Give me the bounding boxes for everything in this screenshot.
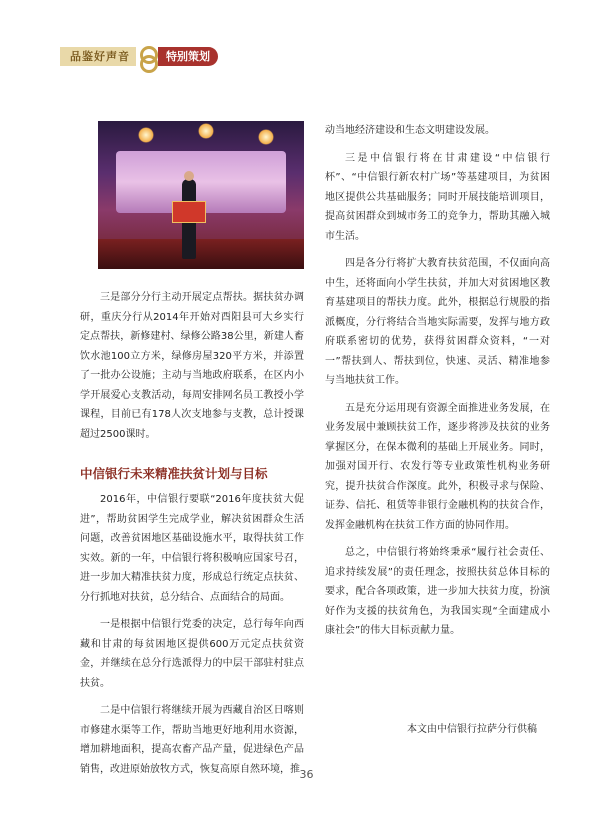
right-column: [325, 121, 550, 649]
paragraph: 五是充分运用现有资源全面推进业务发展，在业务发展中兼顾扶贫工作，逐步将涉及扶贫的业务掌握区分，在保本微利的基础上开展业务。同时，加强对国开行、农发行等专业政策性机构业务研究，提升扶贫合作深度。此外，积极寻求与保险、证券、信托、租赁等非银行金融机构的扶贫合作，发挥金融机构在扶贫工作方面的协同作用。: [325, 402, 550, 531]
source-credit: 本文由中信银行拉萨分行供稿: [407, 724, 537, 735]
section-header: [60, 43, 218, 70]
paragraph: 一是根据中信银行党委的决定，总行每年向西藏和甘肃的每贫困地区提供600万元定点扶贫资金，并继续在总分行选派得力的中层干部驻村驻点扶贫。: [80, 619, 304, 689]
left-column-bottom: [80, 490, 304, 787]
section-title: 中信银行未来精准扶贫计划与目标: [80, 466, 268, 481]
left-column-top: [80, 288, 304, 452]
column-label: 品鉴好声音: [60, 47, 136, 66]
paragraph: 三是部分分行主动开展定点帮扶。据扶贫办调研，重庆分行从2014年开始对酉阳县可大乡实行定点帮扶，新修建村、绿修公路38公里，新建人畜饮水池100立方米，绿修房屋320平方米，并添置了一批办公设施；主动与当地政府联系，在区内小学开展爱心支教活动，每周安排网名员工教授小学课程，目前已有178人次支地参与支教，总计授课超过2500课时。: [80, 292, 304, 440]
special-feature-label: 特别策划: [158, 47, 218, 66]
paragraph: 三是中信银行将在甘肃建设“中信银行杯”、“中信银行新农村广场”等基建项目，为贫困地区提供公共基础服务；同时开展技能培训项目，提高贫困群众到城市务工的竞争力，帮助其融入城市生活。: [325, 152, 550, 242]
event-photo: [98, 121, 304, 269]
knot-icon: [136, 44, 158, 70]
paragraph: 总之，中信银行将始终秉承“履行社会责任、追求持续发展”的责任理念，按照扶贫总体目标的要求，配合各项政策，进一步加大扶贫力度，扮演好作为支援的扶贫角色，为我国实现“全面建成小康社会”的伟大目标贡献力量。: [325, 547, 550, 636]
paragraph: 二是中信银行将继续开展为西藏自治区日喀则市修建水渠等工作，帮助当地更好地利用水资源，增加耕地面积，提高农畜产品产量，促进绿色产品销售，改进原始放牧方式，恢复高原自然环境，推: [80, 705, 304, 775]
paragraph: 动当地经济建设和生态文明建设发展。: [325, 125, 495, 136]
page-number: 36: [299, 768, 314, 781]
paragraph: 四是各分行将扩大教育扶贫范围，不仅面向高中生，还将面向小学生扶贫，并加大对贫困地区教育基建项目的帮扶力度。此外，根据总行规股的指派概度，分行将结合当地实际需要，发挥与地方政府联系密切的优势，获得贫困群众资料，“一对一”帮扶到人、帮扶到位，快速、灵活、精准地参与当地扶贫工作。: [325, 258, 550, 386]
paragraph: 2016年，中信银行要联“2016年度扶贫大促进”，帮助贫困学生完成学业，解决贫困群众生活问题，改善贫困地区基础设施水平，取得扶贫工作实效。新的一年，中信银行将积极响应国家号召，进一步加大精准扶贫力度，形成总行统定点扶贫、分行抓地对扶贫，总分结合、点面结合的局面。: [80, 494, 304, 603]
